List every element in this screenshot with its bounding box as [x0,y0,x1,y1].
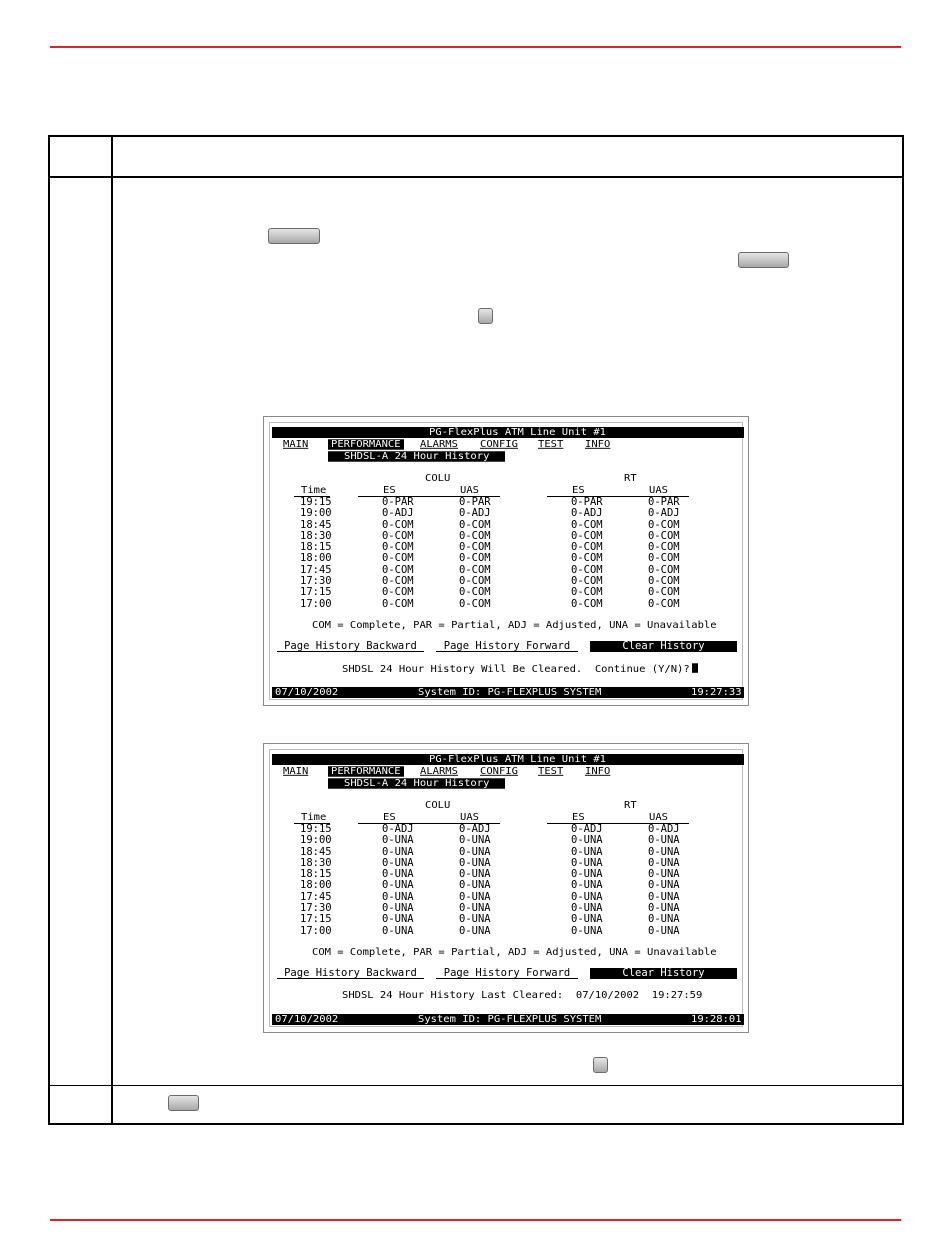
clear-history-button[interactable]: Clear History [590,641,737,652]
col-colu-uas: UAS [460,484,479,496]
page-history-backward-button[interactable]: Page History Backward [277,968,424,979]
menu-main: MAIN [283,765,309,777]
times-column: 19:15 19:00 18:45 18:30 18:15 18:00 17:45 17:30 17:15 17:00 [300,496,332,610]
status-time: 19:27:33 [691,686,742,698]
screen-title: PG-FlexPlus ATM Line Unit #1 [429,426,607,438]
screen-title: PG-FlexPlus ATM Line Unit #1 [429,753,607,765]
rt-uas-column: 0-ADJ 0-UNA 0-UNA 0-UNA 0-UNA 0-UNA 0-UNA 0-UNA 0-UNA 0-UNA [648,823,680,937]
col-rt-es: ES [572,484,585,496]
status-message: SHDSL 24 Hour History Last Cleared: 07/10/2002 19:27:59 [342,989,703,1001]
screen-subtitle: SHDSL-A 24 Hour History [328,778,505,788]
menu-test: TEST [538,438,564,450]
menu-performance: PERFORMANCE [328,439,404,449]
table-header-row [50,137,902,178]
menu-alarms: ALARMS [420,438,458,450]
group-rt: RT [624,799,637,811]
menu-performance: PERFORMANCE [328,766,404,776]
top-rule [50,46,901,48]
col-rt-uas: UAS [649,484,668,496]
group-rt: RT [624,472,637,484]
key-button-4 [593,1057,608,1073]
col-rt-es: ES [572,811,585,823]
status-system-id: System ID: PG-FLEXPLUS SYSTEM [418,686,602,698]
key-button-1 [268,228,320,244]
menu-info: INFO [585,438,611,450]
colu-es-column: 0-PAR 0-ADJ 0-COM 0-COM 0-COM 0-COM 0-COM 0-COM 0-COM 0-COM [382,496,414,610]
menu-config: CONFIG [480,765,518,777]
col-colu-uas: UAS [460,811,479,823]
col-time: Time [301,484,327,496]
rt-uas-column: 0-PAR 0-ADJ 0-COM 0-COM 0-COM 0-COM 0-COM 0-COM 0-COM 0-COM [648,496,680,610]
colu-es-column: 0-ADJ 0-UNA 0-UNA 0-UNA 0-UNA 0-UNA 0-UNA 0-UNA 0-UNA 0-UNA [382,823,414,937]
group-colu: COLU [425,472,451,484]
times-column: 19:15 19:00 18:45 18:30 18:15 18:00 17:45 17:30 17:15 17:00 [300,823,332,937]
key-button-2 [738,252,789,268]
status-date: 07/10/2002 [275,686,339,698]
page-history-forward-button[interactable]: Page History Forward [436,641,578,652]
status-time: 19:28:01 [691,1013,742,1025]
menu-test: TEST [538,765,564,777]
col-rt-uas: UAS [649,811,668,823]
col-colu-es: ES [383,811,396,823]
terminal-screenshot-1 [263,416,749,706]
col-time: Time [301,811,327,823]
key-button-5 [168,1095,199,1111]
cursor [692,663,698,673]
colu-uas-column: 0-PAR 0-ADJ 0-COM 0-COM 0-COM 0-COM 0-COM 0-COM 0-COM 0-COM [459,496,491,610]
clear-history-button[interactable]: Clear History [590,968,737,979]
menu-info: INFO [585,765,611,777]
status-system-id: System ID: PG-FLEXPLUS SYSTEM [418,1013,602,1025]
menu-alarms: ALARMS [420,765,458,777]
menu-config: CONFIG [480,438,518,450]
col-colu-es: ES [383,484,396,496]
legend: COM = Complete, PAR = Partial, ADJ = Adjusted, UNA = Unavailable [312,946,717,958]
key-button-3 [478,308,493,324]
colu-uas-column: 0-ADJ 0-UNA 0-UNA 0-UNA 0-UNA 0-UNA 0-UNA 0-UNA 0-UNA 0-UNA [459,823,491,937]
legend: COM = Complete, PAR = Partial, ADJ = Adjusted, UNA = Unavailable [312,619,717,631]
status-message: SHDSL 24 Hour History Will Be Cleared. Continue (Y/N)? [342,663,698,674]
status-date: 07/10/2002 [275,1013,339,1025]
page-history-forward-button[interactable]: Page History Forward [436,968,578,979]
rt-es-column: 0-ADJ 0-UNA 0-UNA 0-UNA 0-UNA 0-UNA 0-UNA 0-UNA 0-UNA 0-UNA [571,823,603,937]
rt-es-column: 0-PAR 0-ADJ 0-COM 0-COM 0-COM 0-COM 0-COM 0-COM 0-COM 0-COM [571,496,603,610]
screen-subtitle: SHDSL-A 24 Hour History [328,451,505,461]
group-colu: COLU [425,799,451,811]
menu-main: MAIN [283,438,309,450]
row-divider [50,1085,902,1086]
page-history-backward-button[interactable]: Page History Backward [277,641,424,652]
column-divider [111,137,113,1123]
terminal-screenshot-2 [263,743,749,1033]
bottom-rule [50,1219,901,1221]
